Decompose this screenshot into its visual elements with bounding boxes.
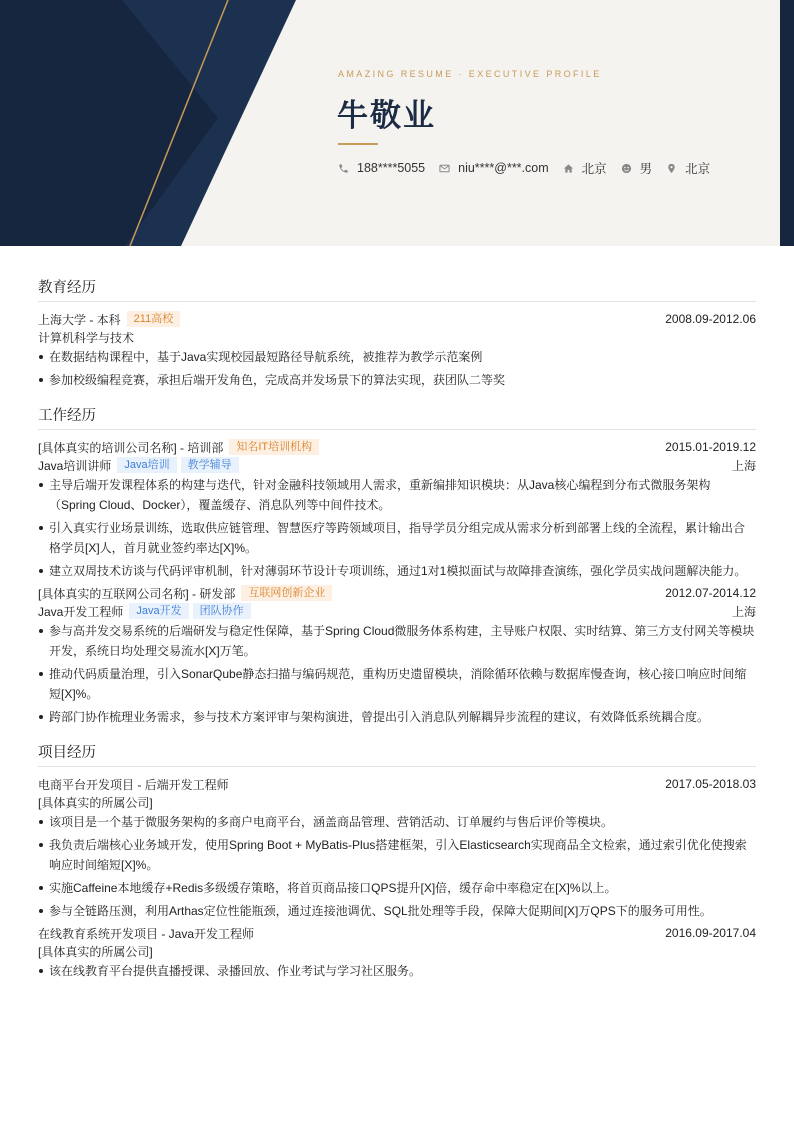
gender-text: 男 <box>639 162 653 176</box>
list-item: 推动代码质量治理，引入SonarQube静态扫描与编码规范，重构历史遗留模块，消除循环依赖与数据库慢查询，核心接口响应时间缩短[X]%。 <box>38 664 756 704</box>
school-tag: 211高校 <box>127 311 181 327</box>
resume-body <box>38 276 756 995</box>
work-company-row <box>38 584 756 602</box>
project-entry <box>38 775 756 921</box>
name-underline <box>338 143 378 145</box>
company-tag: 知名IT培训机构 <box>229 439 319 455</box>
work-bullets <box>38 475 756 581</box>
project-bullets <box>38 812 756 921</box>
contact-bar <box>338 159 724 177</box>
project-company-row <box>38 942 756 960</box>
list-item: 建立双周技术访谈与代码评审机制，针对薄弱环节设计专项训练，通过1对1模拟面试与故障排查演练，强化学员实战问题解决能力。 <box>38 561 756 581</box>
list-item: 参加校级编程竞赛，承担后端开发角色，完成高并发场景下的算法实现，获团队二等奖 <box>38 370 756 390</box>
contact-email <box>439 161 549 175</box>
email-text: niu****@***.com <box>458 161 549 175</box>
list-item: 我负责后端核心业务域开发，使用Spring Boot + MyBatis-Plus搭建框架，引入Elasticsearch实现商品全文检索，通过索引优化使搜索响应时间缩短[X]%。 <box>38 835 756 875</box>
project-dates: 2017.05-2018.03 <box>665 777 756 791</box>
header-eyebrow: AMAZING RESUME · EXECUTIVE PROFILE <box>338 69 602 79</box>
work-role-row <box>38 456 756 474</box>
section-title-work: 工作经历 <box>38 404 756 430</box>
major-name: 计算机科学与技术 <box>38 330 135 345</box>
work-section <box>38 404 756 727</box>
role-tag: Java培训 <box>117 457 176 473</box>
section-title-projects: 项目经历 <box>38 741 756 767</box>
company-tag: 互联网创新企业 <box>241 585 332 601</box>
project-bullets <box>38 961 756 981</box>
education-major-row <box>38 328 756 346</box>
project-company-row <box>38 793 756 811</box>
education-dates: 2008.09-2012.06 <box>665 312 756 326</box>
company-name: [具体真实的互联网公司名称] - 研发部 <box>38 586 236 601</box>
contact-home <box>563 159 607 177</box>
location-pin-icon <box>666 163 677 174</box>
education-header-row <box>38 310 756 328</box>
list-item: 实施Caffeine本地缓存+Redis多级缓存策略，将首页商品接口QPS提升[X]倍，缓存命中率稳定在[X]%以上。 <box>38 878 756 898</box>
projects-section <box>38 741 756 981</box>
candidate-name: 牛敬业 <box>337 98 436 133</box>
work-dates: 2012.07-2014.12 <box>665 586 756 600</box>
project-company: [具体真实的所属公司] <box>38 944 153 959</box>
education-bullets <box>38 347 756 390</box>
section-title-education: 教育经历 <box>38 276 756 302</box>
list-item: 参与高并发交易系统的后端研发与稳定性保障，基于Spring Cloud微服务体系构建，主导账户权限、实时结算、第三方支付网关等模块开发，系统日均处理交易流水[X]万笔。 <box>38 621 756 661</box>
role-tag: 团队协作 <box>193 603 251 619</box>
list-item: 引入真实行业场景训练，选取供应链管理、智慧医疗等跨领域项目，指导学员分组完成从需求分析到部署上线的全流程，累计输出合格学员[X]人，首月就业签约率达[X]%。 <box>38 518 756 558</box>
role-tag: 教学辅导 <box>181 457 239 473</box>
project-dates: 2016.09-2017.04 <box>665 926 756 940</box>
role-tag: Java开发 <box>129 603 188 619</box>
home-icon <box>563 163 574 174</box>
contact-location <box>666 159 710 177</box>
resume-header <box>0 0 794 246</box>
project-entry <box>38 924 756 981</box>
header-right-bar <box>780 0 794 246</box>
contact-phone <box>338 161 425 175</box>
list-item: 该项目是一个基于微服务架构的多商户电商平台，涵盖商品管理、营销活动、订单履约与售后评价等模块。 <box>38 812 756 832</box>
school-name: 上海大学 - 本科 <box>38 312 121 327</box>
project-header-row <box>38 924 756 942</box>
list-item: 在数据结构课程中，基于Java实现校园最短路径导航系统，被推荐为教学示范案例 <box>38 347 756 367</box>
project-company: [具体真实的所属公司] <box>38 795 153 810</box>
project-name: 电商平台开发项目 - 后端开发工程师 <box>38 777 229 792</box>
work-city: 上海 <box>731 458 756 473</box>
phone-icon <box>338 163 349 174</box>
work-entry <box>38 438 756 581</box>
role-name: Java开发工程师 <box>38 604 124 619</box>
work-role-row <box>38 602 756 620</box>
work-company-row <box>38 438 756 456</box>
role-name: Java培训讲师 <box>38 458 112 473</box>
project-name: 在线教育系统开发项目 - Java开发工程师 <box>38 926 255 941</box>
education-section <box>38 276 756 390</box>
home-text: 北京 <box>581 162 607 176</box>
mail-icon <box>439 163 450 174</box>
work-bullets <box>38 621 756 727</box>
list-item: 该在线教育平台提供直播授课、录播回放、作业考试与学习社区服务。 <box>38 961 756 981</box>
company-name: [具体真实的培训公司名称] - 培训部 <box>38 440 224 455</box>
work-city: 上海 <box>731 604 756 619</box>
list-item: 跨部门协作梳理业务需求，参与技术方案评审与架构演进，曾提出引入消息队列解耦异步流程的建议，有效降低系统耦合度。 <box>38 707 756 727</box>
contact-gender <box>621 159 653 177</box>
face-icon <box>621 163 632 174</box>
phone-text: 188****5055 <box>357 161 426 175</box>
list-item: 主导后端开发课程体系的构建与迭代，针对金融科技领域用人需求，重新编排知识模块：从Java核心编程到分布式微服务架构（Spring Cloud、Docker），覆盖缓存、消息队列等中间件技术。 <box>38 475 756 515</box>
location-text: 北京 <box>685 162 711 176</box>
work-entry <box>38 584 756 727</box>
project-header-row <box>38 775 756 793</box>
work-dates: 2015.01-2019.12 <box>665 440 756 454</box>
list-item: 参与全链路压测，利用Arthas定位性能瓶颈，通过连接池调优、SQL批处理等手段，保障大促期间[X]万QPS下的服务可用性。 <box>38 901 756 921</box>
